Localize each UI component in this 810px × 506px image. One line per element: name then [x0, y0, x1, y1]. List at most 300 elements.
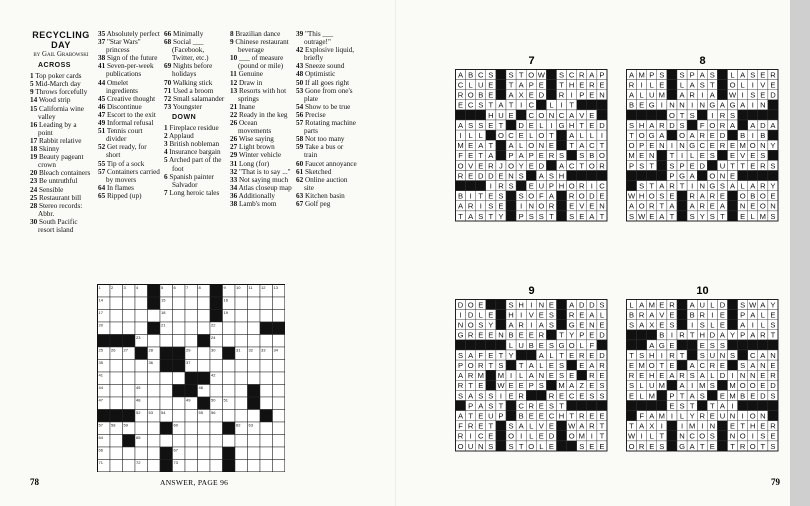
solution-letter: E — [750, 201, 756, 211]
clue-text: Wise saying — [237, 135, 274, 144]
clue-number: 57 — [98, 167, 106, 176]
solution-letter: T — [659, 360, 665, 370]
solution-letter: M — [638, 360, 645, 370]
clue-text: Youngster — [171, 102, 202, 111]
solution-letter: P — [528, 80, 534, 90]
solution-letter: T — [468, 411, 473, 421]
cell-number: 12 — [261, 285, 266, 291]
solution-letter: P — [679, 161, 685, 171]
clue-number: 14 — [30, 96, 38, 105]
grid-cell — [110, 385, 123, 398]
grid-cell — [160, 385, 173, 398]
clue — [164, 124, 226, 132]
clue-text: Online auction site — [303, 175, 348, 192]
black-square — [496, 150, 506, 160]
solution-letter: E — [770, 80, 776, 90]
black-square — [697, 171, 707, 181]
clue-number: 29 — [230, 151, 238, 160]
black-square — [697, 110, 707, 120]
solution-letter: E — [760, 381, 766, 391]
black-square — [587, 100, 597, 110]
clue-text: Applaud — [167, 132, 194, 141]
grid-cell — [135, 360, 148, 373]
solution-letter: T — [559, 401, 564, 411]
solution-letter: S — [488, 391, 494, 401]
solution-letter: D — [579, 300, 585, 310]
grid-cell — [235, 460, 248, 473]
grid-cell — [223, 385, 236, 398]
solution-letter: I — [751, 130, 754, 140]
solution-letter: N — [538, 371, 545, 381]
clue-number: 46 — [98, 102, 106, 111]
solution-letter: E — [528, 181, 534, 191]
solution-letter: L — [539, 360, 544, 370]
black-square — [546, 90, 556, 100]
grid-cell — [135, 447, 148, 460]
grid-cell — [273, 310, 286, 323]
solution-letter: O — [457, 441, 464, 451]
solution-letter: A — [740, 320, 746, 330]
black-square — [210, 297, 223, 310]
clue-number: 26 — [230, 119, 238, 128]
clue-text: Fireplace residue — [167, 124, 219, 133]
solution-letter: E — [770, 360, 776, 370]
solution-letter: S — [770, 391, 776, 401]
clue — [30, 137, 92, 145]
solution-letter: E — [770, 310, 776, 320]
grid-cell — [123, 372, 136, 385]
grid-cell — [110, 372, 123, 385]
black-square — [667, 80, 677, 90]
clue — [164, 173, 226, 189]
solution-letter: O — [538, 130, 545, 140]
grid-cell — [185, 297, 198, 310]
clue — [230, 192, 292, 200]
solution-letter: L — [649, 80, 654, 90]
grid-cell — [123, 460, 136, 473]
black-square — [486, 370, 496, 380]
solution-letter: R — [558, 90, 565, 100]
clue-number: 13 — [230, 86, 238, 95]
black-square — [717, 380, 727, 390]
solution-letter: R — [699, 201, 705, 211]
clue — [98, 79, 160, 95]
solution-letter: W — [627, 431, 636, 441]
clue-text: Restaurant bill — [37, 193, 82, 202]
solution-letter: G — [648, 100, 655, 110]
solution-letter: T — [518, 70, 524, 80]
solution-letter: S — [719, 340, 725, 350]
solution-letter: R — [579, 350, 585, 360]
solution-letter: Y — [498, 211, 504, 221]
black-square — [758, 171, 768, 181]
solution-letter: E — [599, 320, 605, 330]
cell-number: 66 — [98, 447, 103, 453]
solution-letter: N — [709, 421, 716, 431]
solution-letter: S — [538, 381, 544, 391]
solution-letter: L — [750, 211, 755, 221]
solution-letter: A — [579, 141, 585, 151]
black-square — [627, 110, 637, 120]
grid-cell — [148, 397, 161, 410]
cell-number: 53 — [148, 410, 153, 416]
grid-cell — [248, 410, 261, 423]
clue-text: Ocean movements — [237, 119, 272, 136]
solution-letter: O — [739, 381, 746, 391]
solution-letter: A — [559, 161, 565, 171]
page-number-left: 78 — [30, 477, 39, 487]
solution-letter: A — [518, 80, 524, 90]
solution-letter: O — [749, 381, 756, 391]
solution-letter: N — [599, 201, 605, 211]
clue-number: 7 — [164, 188, 168, 197]
black-square — [768, 340, 778, 350]
solution-letter: I — [600, 130, 604, 140]
solution-letter: L — [549, 350, 554, 360]
solution-letter: R — [719, 110, 726, 120]
solution-letter: N — [679, 431, 685, 441]
black-square — [647, 330, 657, 340]
solution-letter: T — [579, 161, 585, 171]
clue-text: Get ready, for short — [105, 143, 147, 160]
clue-number: 64 — [98, 183, 106, 192]
solution-letter: T — [478, 191, 484, 201]
black-square — [577, 100, 587, 110]
cell-number: 18 — [161, 310, 166, 316]
solution-letter: A — [458, 411, 464, 421]
clue-number: 59 — [296, 143, 304, 152]
black-square — [768, 411, 778, 421]
solution-letter: T — [559, 330, 564, 340]
cell-number: 25 — [98, 347, 103, 353]
solution-letter: V — [538, 421, 544, 431]
solution-letter: T — [720, 211, 725, 221]
clue — [30, 153, 92, 169]
black-square — [557, 320, 567, 330]
solution-letter: E — [528, 120, 534, 130]
black-square — [577, 401, 587, 411]
solution-letter: R — [579, 411, 585, 421]
clue-text: Informal refusal — [105, 119, 154, 128]
solution-letter: E — [589, 90, 595, 100]
solution-letter: A — [659, 181, 665, 191]
black-square — [687, 340, 697, 350]
solution-letter: E — [498, 171, 504, 181]
grid-cell — [273, 297, 286, 310]
solution-grid-label: 7 — [528, 55, 535, 67]
black-square — [496, 90, 506, 100]
solution-letter: T — [679, 110, 685, 120]
solution-letter: D — [538, 90, 545, 100]
solution-letter: I — [530, 320, 533, 330]
cell-number: 4 — [136, 285, 139, 291]
solution-letter: D — [770, 90, 776, 100]
solution-letter: W — [497, 381, 505, 391]
solution-letter: H — [558, 411, 565, 421]
clue — [296, 62, 358, 70]
grid-cell — [185, 335, 198, 348]
cell-number: 73 — [173, 460, 178, 466]
solution-letter: S — [538, 211, 544, 221]
solution-letter: S — [629, 211, 635, 221]
grid-cell — [160, 435, 173, 448]
solution-letter: S — [770, 211, 776, 221]
solution-letter: U — [498, 110, 504, 120]
solution-letter: E — [760, 70, 766, 80]
black-square — [567, 360, 577, 370]
grid-cell — [135, 322, 148, 335]
solution-letter: B — [589, 151, 595, 161]
clue-number: 37 — [98, 38, 106, 47]
solution-letter: L — [579, 340, 584, 350]
clue — [230, 160, 292, 168]
clue-number: 62 — [296, 175, 304, 184]
solution-letter: T — [478, 151, 484, 161]
black-square — [587, 401, 597, 411]
solution-letter: L — [539, 120, 544, 130]
clue — [98, 38, 160, 54]
solution-letter: T — [498, 401, 504, 411]
solution-letter: E — [599, 441, 605, 451]
solution-letter: U — [518, 340, 524, 350]
clue-number: 2 — [164, 132, 168, 141]
solution-letter: H — [488, 110, 494, 120]
grid-cell — [123, 385, 136, 398]
grid-cell — [110, 397, 123, 410]
clue — [98, 119, 160, 127]
solution-letter: T — [498, 120, 504, 130]
solution-letter: I — [560, 100, 563, 110]
solution-letter: T — [629, 130, 634, 140]
black-square — [160, 360, 173, 373]
solution-letter: S — [488, 201, 494, 211]
solution-letter: S — [458, 350, 464, 360]
solution-letter: A — [498, 100, 504, 110]
solution-letter: I — [499, 391, 503, 401]
solution-letter: S — [508, 441, 514, 451]
grid-cell — [223, 335, 236, 348]
solution-letter: N — [760, 141, 766, 151]
solution-letter: B — [458, 191, 464, 201]
solution-letter: O — [598, 151, 605, 161]
solution-letter: R — [669, 181, 675, 191]
solution-letter: E — [639, 100, 645, 110]
solution-letter: A — [538, 171, 544, 181]
solution-letter: S — [669, 161, 675, 171]
solution-letter: S — [669, 320, 675, 330]
solution-letter: L — [639, 381, 644, 391]
solution-letter: R — [589, 80, 595, 90]
solution-letter: S — [548, 340, 554, 350]
solution-letter: T — [569, 411, 574, 421]
clue — [230, 119, 292, 135]
black-square — [516, 110, 526, 120]
solution-letter: C — [568, 70, 575, 80]
solution-letter: C — [699, 360, 705, 370]
black-square — [677, 320, 687, 330]
solution-letter: E — [639, 151, 645, 161]
solution-letter: E — [468, 151, 474, 161]
solution-letter: R — [739, 441, 746, 451]
solution-letter: H — [750, 421, 756, 431]
solution-letter: E — [669, 360, 675, 370]
solution-letter: M — [658, 411, 666, 421]
solution-letter: E — [659, 320, 665, 330]
black-square — [657, 160, 667, 170]
solution-grid-10 — [626, 285, 779, 452]
solution-letter: T — [689, 330, 695, 340]
solution-letter: E — [538, 340, 544, 350]
solution-letter: E — [709, 141, 715, 151]
solution-letter: E — [589, 120, 595, 130]
black-square — [486, 340, 496, 350]
solution-letter: E — [518, 130, 524, 140]
solution-letter: A — [689, 171, 695, 181]
solution-letter: R — [457, 431, 464, 441]
grid-cell — [160, 335, 173, 348]
black-square — [748, 340, 758, 350]
black-square — [98, 410, 111, 423]
black-square — [768, 100, 778, 110]
solution-letter: A — [719, 330, 725, 340]
clue — [296, 103, 358, 111]
solution-letter: A — [719, 401, 725, 411]
clue-number: 68 — [164, 38, 172, 47]
solution-letter: I — [530, 300, 533, 310]
cell-number: 32 — [248, 347, 253, 353]
solution-letter: A — [458, 120, 464, 130]
solution-letter: L — [740, 181, 745, 191]
solution-letter: P — [579, 330, 585, 340]
solution-letter: B — [659, 330, 665, 340]
solution-letter: G — [457, 330, 464, 340]
grid-cell — [198, 447, 211, 460]
grid-cell — [198, 310, 211, 323]
solution-letter: A — [468, 211, 474, 221]
clue-column-1 — [30, 30, 92, 234]
cell-number: 10 — [236, 285, 241, 291]
solution-letter: E — [528, 161, 534, 171]
solution-letter: T — [770, 330, 776, 340]
clue — [98, 192, 160, 200]
cell-number: 59 — [123, 422, 128, 428]
clue — [98, 30, 160, 38]
black-square — [160, 422, 173, 435]
clue-text: Mid-March day — [33, 80, 81, 89]
clue — [296, 143, 358, 159]
solution-letter: E — [478, 411, 484, 421]
solution-letter: I — [691, 320, 694, 330]
grid-cell — [148, 435, 161, 448]
solution-letter: A — [468, 391, 474, 401]
black-square — [496, 140, 506, 150]
grid-cell — [185, 410, 198, 423]
clue-number: 8 — [230, 30, 234, 38]
solution-letter: R — [770, 371, 776, 381]
black-square — [657, 390, 667, 400]
solution-letter: P — [528, 151, 534, 161]
grid-cell — [185, 435, 198, 448]
black-square — [768, 401, 778, 411]
solution-letter: S — [498, 360, 504, 370]
solution-letter: D — [538, 161, 545, 171]
solution-letter: I — [680, 421, 684, 431]
black-square — [476, 340, 486, 350]
solution-letter: B — [478, 90, 484, 100]
clue-number: 72 — [164, 94, 172, 103]
black-square — [647, 110, 657, 120]
clue — [164, 132, 226, 140]
page-number-right: 79 — [771, 477, 780, 487]
clue-number: 5 — [30, 80, 34, 89]
black-square — [728, 191, 738, 201]
solution-letter: T — [488, 100, 494, 110]
solution-letter: L — [468, 80, 473, 90]
solution-letter: T — [488, 360, 494, 370]
solution-letter: A — [649, 411, 655, 421]
clue — [98, 103, 160, 111]
solution-letter: S — [770, 441, 776, 451]
solution-letter: O — [568, 340, 575, 350]
solution-letter: I — [660, 350, 663, 360]
solution-letter: R — [628, 371, 635, 381]
solution-letter: A — [518, 151, 524, 161]
black-square — [577, 370, 587, 380]
solution-letter: D — [719, 371, 726, 381]
black-square — [496, 340, 506, 350]
clue-text: Precise — [303, 110, 326, 119]
solution-letter: I — [660, 421, 663, 431]
grid-cell — [123, 297, 136, 310]
solution-letter: I — [751, 431, 754, 441]
solution-grid-8 — [626, 55, 779, 222]
solution-letter: F — [539, 191, 544, 201]
solution-letter: E — [709, 130, 715, 140]
solution-letter: T — [669, 211, 675, 221]
black-square — [567, 401, 577, 411]
solution-letter: S — [699, 80, 705, 90]
solution-letter: S — [750, 70, 756, 80]
solution-letter: D — [599, 120, 605, 130]
cell-number: 13 — [273, 285, 278, 291]
solution-letter: T — [710, 401, 715, 411]
solution-letter: E — [659, 371, 665, 381]
solution-letter: T — [629, 421, 634, 431]
solution-letter: T — [730, 161, 735, 171]
solution-letter: I — [731, 371, 734, 381]
solution-letter: E — [730, 171, 736, 181]
grid-cell — [235, 447, 248, 460]
clue-number: 51 — [98, 127, 106, 136]
down-heading: DOWN — [172, 113, 197, 121]
solution-letter: G — [558, 120, 565, 130]
solution-letter: U — [719, 411, 726, 421]
black-square — [728, 310, 738, 320]
solution-letter: I — [640, 431, 643, 441]
solution-letter: T — [740, 421, 745, 431]
black-square — [667, 90, 677, 100]
solution-letter: A — [679, 381, 685, 391]
solution-letter: G — [729, 100, 736, 110]
solution-letter: S — [770, 161, 776, 171]
black-square — [110, 410, 123, 423]
solution-letter: O — [709, 171, 716, 181]
solution-letter: O — [508, 161, 515, 171]
solution-letter: S — [508, 181, 514, 191]
grid-cell — [198, 422, 211, 435]
solution-letter: F — [699, 120, 705, 130]
black-square — [717, 70, 727, 80]
